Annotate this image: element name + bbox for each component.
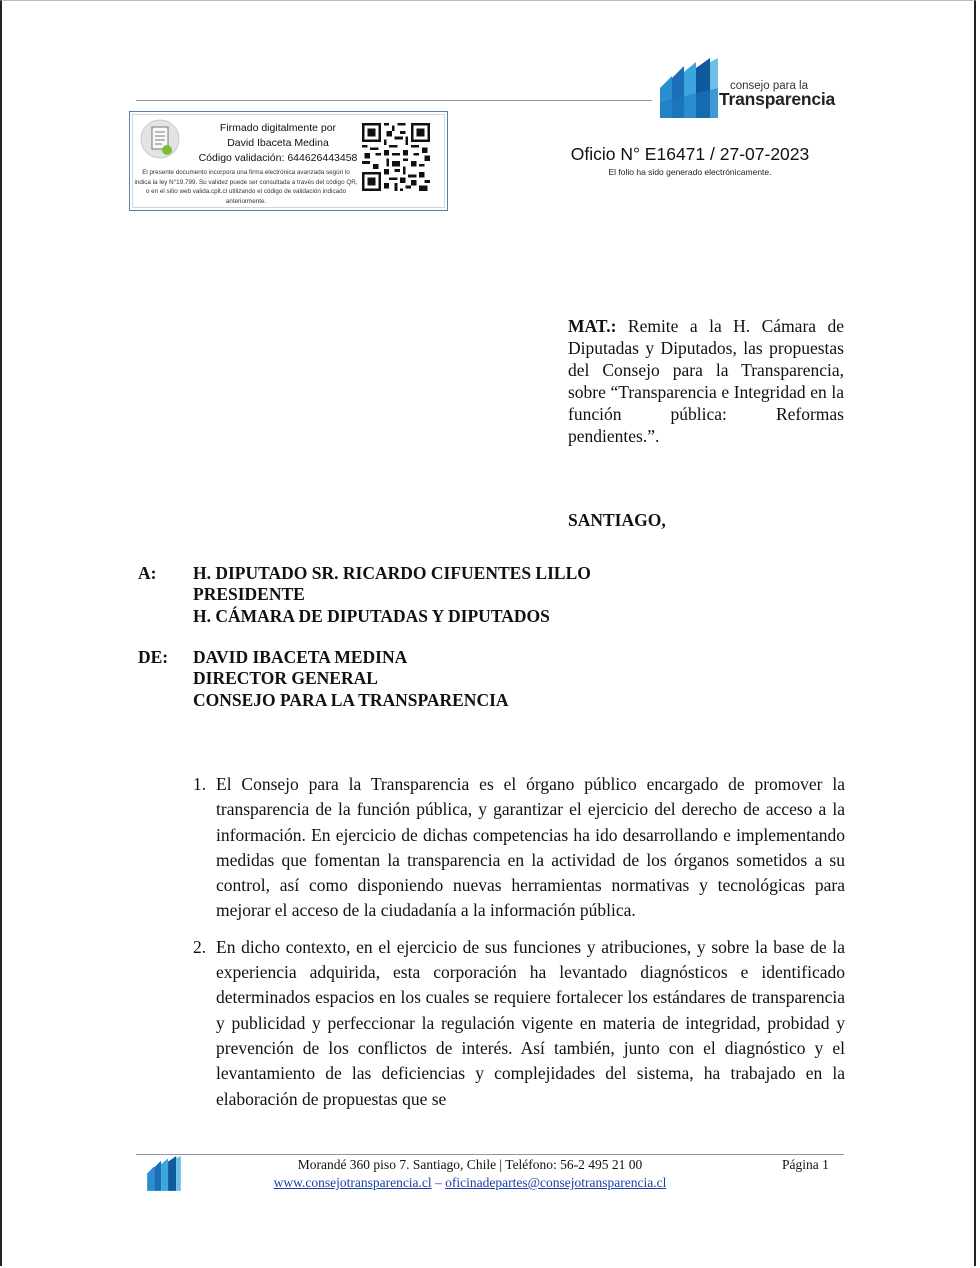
folio-note: El folio ha sido generado electrónicamente. — [608, 167, 772, 177]
website-link[interactable]: www.consejotransparencia.cl — [273, 1175, 432, 1190]
footer-links — [200, 1175, 740, 1191]
recipient-line: PRESIDENTE — [193, 584, 305, 605]
footer-separator: – — [435, 1175, 442, 1190]
place-line: SANTIAGO, — [568, 510, 666, 530]
paragraph-number: 2. — [193, 936, 207, 957]
signature-text: Firmado digitalmente por David Ibaceta Medina Código validación: 644626443458 — [198, 122, 358, 164]
folio-number: Oficio N° E16471 / 27-07-2023 — [570, 144, 810, 164]
digital-signature-box — [129, 111, 448, 211]
footer-rule — [136, 1154, 844, 1155]
footer-logo-icon — [146, 1156, 182, 1192]
sender-line: DIRECTOR GENERAL — [193, 668, 378, 689]
paragraph-text: El Consejo para la Transparencia es el órgano público encargado de promover la transparencia de la función pública, y garantizar el ejercicio del derecho de acceso a la información. En ejercicio de dichas competencias ha ido desarrollando e implementando medidas que fomentan la transparencia en la actividad de los órganos sometidos a su control, así como disponiendo nuevas herramientas normativas y tecnológicas para mejorar el acceso de la ciudadanía a la información pública. — [216, 774, 845, 921]
list-item — [193, 772, 845, 924]
footer-address: Morandé 360 piso 7. Santiago, Chile | Teléfono: 56-2 495 21 00 — [297, 1157, 643, 1172]
recipient-line: H. CÁMARA DE DIPUTADAS Y DIPUTADOS — [193, 605, 550, 626]
paragraph-text: En dicho contexto, en el ejercicio de sus funciones y atribuciones, y sobre la base de la experiencia adquirida, esta corporación ha levantado diagnósticos e identificado determinados espacios en los cuales se requiere fortalecer los estándares de transparencia y publicidad y perfeccionar la regulación vigente en materia de integridad, probidad y prevención de los conflictos de interés. Así también, junto con el diagnóstico y el levantamiento de las deficiencias y complejidades del sistema, ha trabajado en la elaboración de propuestas que se — [216, 936, 845, 1109]
recipient-label: A: — [138, 563, 157, 583]
logo-large-text: Transparencia — [719, 89, 836, 109]
header-rule — [136, 100, 652, 101]
subject-label: MAT.: — [568, 316, 617, 336]
subject-block — [568, 315, 844, 447]
recipient-line: H. DIPUTADO SR. RICARDO CIFUENTES LILLO — [193, 563, 591, 583]
list-item — [193, 935, 845, 1112]
logo-small-text: consejo para la — [730, 80, 808, 92]
sender-line: CONSEJO PARA LA TRANSPARENCIA — [193, 689, 509, 710]
recipient-block — [193, 563, 591, 627]
body-paragraphs — [193, 772, 845, 1123]
qr-code-icon — [362, 123, 430, 191]
cplt-logo — [658, 58, 848, 122]
sender-block — [193, 647, 509, 711]
sender-line: DAVID IBACETA MEDINA — [193, 647, 408, 667]
email-link[interactable]: oficinadepartes@consejotransparencia.cl — [445, 1175, 667, 1190]
signature-legal-note: El presente documento incorpora una firma electrónica avanzada según lo indica la ley N°19.799. Su validez puede ser consultada a través del código QR, o en el sitio web valida.cplt.cl utilizando el código de validación indicado anteriormente. — [134, 169, 358, 205]
signed-document-icon — [140, 118, 180, 160]
paragraph-number: 1. — [193, 774, 207, 794]
logo-mark-icon — [658, 58, 720, 120]
page-number: Página 1 — [782, 1157, 829, 1172]
subject-text: Remite a la H. Cámara de Diputadas y Diputados, las propuestas del Consejo para la Transparencia, sobre “Transparencia e Integridad en la función pública: Reformas pendientes.”. — [568, 316, 845, 446]
sender-label: DE: — [138, 647, 169, 667]
